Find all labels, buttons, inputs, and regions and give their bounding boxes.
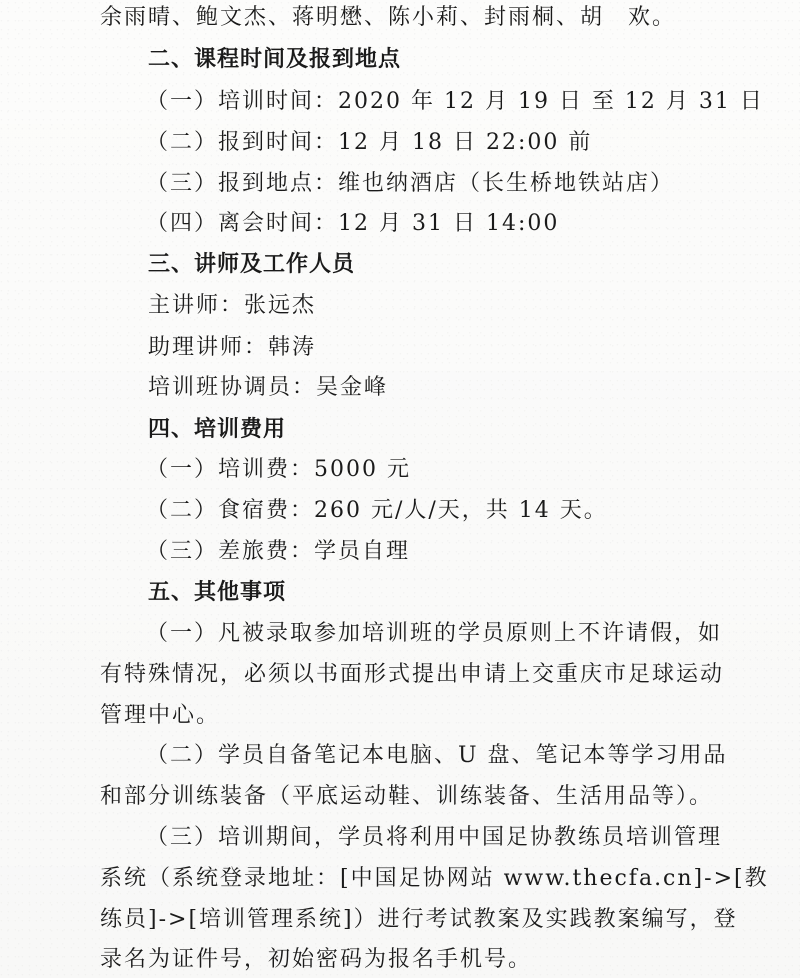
section-heading-fees: 四、培训费用 [148,417,287,442]
other-item-3-line-4: 录名为证件号，初始密码为报名手机号。 [100,947,533,972]
other-item-2-line-2: 和部分训练装备（平底运动鞋、训练装备、生活用品等）。 [100,784,714,809]
other-item-3-line-3: 练员]->[培训管理系统]）进行考试教案及实践教案编写，登 [100,907,738,932]
departure-time-line: （四）离会时间：12 月 31 日 14:00 [146,211,560,236]
check-in-time-line: （二）报到时间：12 月 18 日 22:00 前 [146,130,593,155]
student-names-line: 余雨晴、鲍文杰、蒋明懋、陈小莉、封雨桐、胡 欢。 [100,5,677,30]
section-heading-other: 五、其他事项 [148,580,287,605]
coordinator-line: 培训班协调员：吴金峰 [148,375,389,400]
check-in-location-line: （三）报到地点：维也纳酒店（长生桥地铁站店） [146,171,675,196]
other-item-2-line-1: （二）学员自备笔记本电脑、U 盘、笔记本等学习用品 [146,743,728,768]
other-item-1-line-3: 管理中心。 [100,703,221,728]
board-fee-line: （二）食宿费：260 元/人/天，共 14 天。 [146,498,608,523]
other-item-3-line-2: 系统（系统登录地址：[中国足协网站 www.thecfa.cn]->[教 [100,866,769,891]
section-heading-staff: 三、讲师及工作人员 [148,252,356,277]
travel-fee-line: （三）差旅费：学员自理 [146,539,411,564]
other-item-1-line-1: （一）凡被录取参加培训班的学员原则上不许请假，如 [146,621,723,646]
assistant-instructor-line: 助理讲师：韩涛 [148,335,317,360]
training-fee-line: （一）培训费：5000 元 [146,457,411,482]
lead-instructor-line: 主讲师：张远杰 [148,293,317,318]
section-heading-schedule: 二、课程时间及报到地点 [148,47,402,72]
training-time-line: （一）培训时间：2020 年 12 月 19 日 至 12 月 31 日 [146,89,764,114]
other-item-1-line-2: 有特殊情况，必须以书面形式提出申请上交重庆市足球运动 [100,662,725,687]
other-item-3-line-1: （三）培训期间，学员将利用中国足协教练员培训管理 [146,825,723,850]
